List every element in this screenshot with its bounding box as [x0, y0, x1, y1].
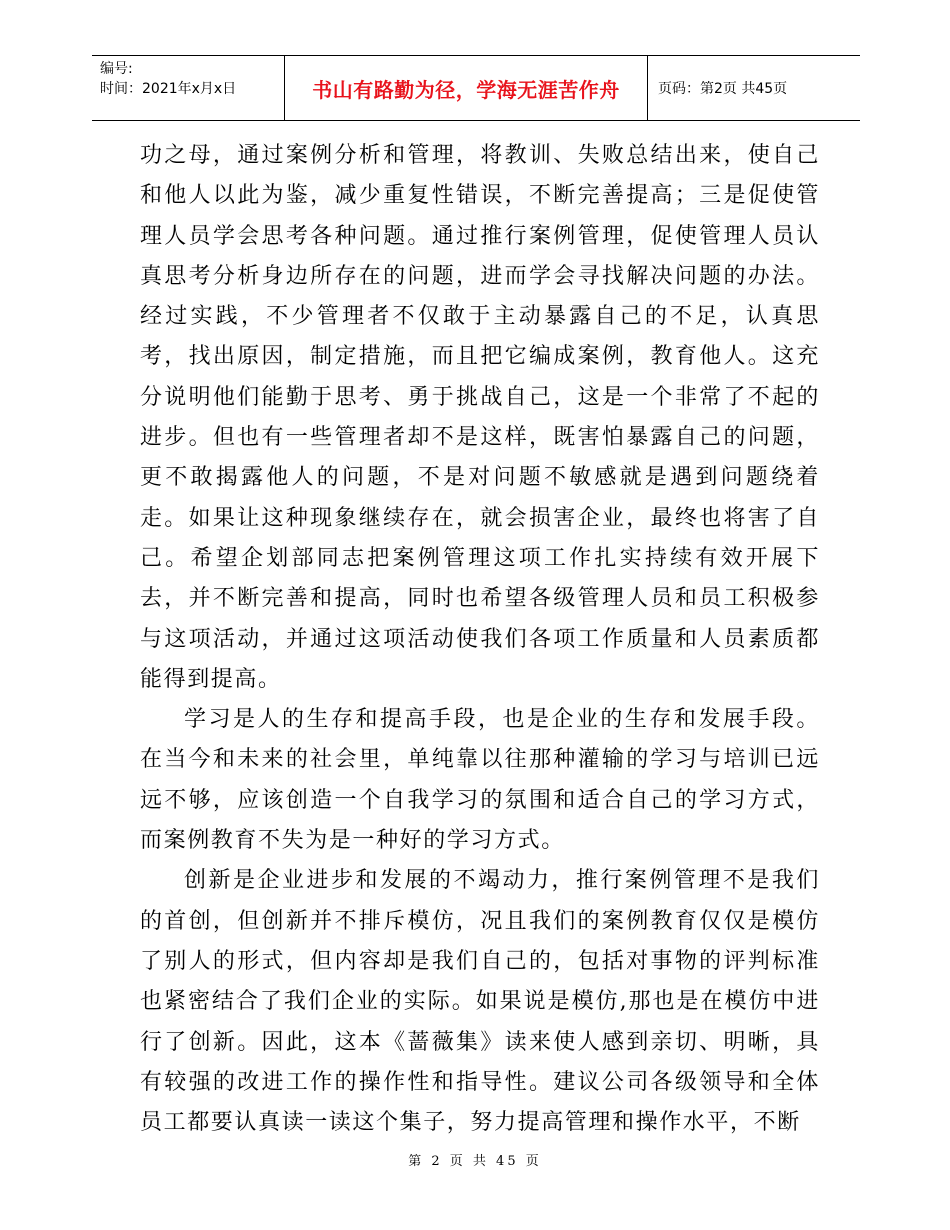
paragraph-learning: 学习是人的生存和提高手段，也是企业的生存和发展手段。在当今和未来的社会里，单纯靠以往那种灌输的学习与培训已远远不够，应该创造一个自我学习的氛围和适合自己的学习方式，而案例教育不失为是一种好的学习方式。: [140, 707, 820, 854]
header-meta-cell: [92, 56, 285, 120]
document-header: [92, 55, 860, 121]
paragraph-continued: 功之母，通过案例分析和管理，将教训、失败总结出来，使自己和他人以此为鉴，减少重复性错误，不断完善提高；三是促使管理人员学会思考各种问题。通过推行案例管理，促使管理人员认真思考分析身边所存在的问题，进而学会寻找解决问题的办法。经过实践，不少管理者不仅敢于主动暴露自己的不足，认真思考，找出原因，制定措施，而且把它编成案例，教育他人。这充分说明他们能勤于思考、勇于挑战自己，这是一个非常了不起的进步。但也有一些管理者却不是这样，既害怕暴露自己的问题，更不敢揭露他人的问题，不是对问题不敏感就是遇到问题绕着走。如果让这种现象继续存在，就会损害企业，最终也将害了自己。希望企划部同志把案例管理这项工作扎实持续有效开展下去，并不断完善和提高，同时也希望各级管理人员和员工积极参与这项活动，并通过这项活动使我们各项工作质量和人员素质都能得到提高。: [140, 143, 820, 692]
document-time-label: 时间：2021年x月x日: [100, 81, 237, 97]
document-number-label: 编号:: [100, 61, 133, 77]
header-motto: 书山有路勤为径，学海无涯苦作舟: [285, 56, 648, 120]
paragraph-innovation: 创新是企业进步和发展的不竭动力，推行案例管理不是我们的首创，但创新并不排斥模仿，况且我们的案例教育仅仅是模仿了别人的形式，但内容却是我们自己的，包括对事物的评判标准也紧密结合了我们企业的实际。如果说是模仿,那也是在模仿中进行了创新。因此，这本《蔷薇集》读来使人感到亲切、明晰，具有较强的改进工作的操作性和指导性。建议公司各级领导和全体员工都要认真读一读这个集子，努力提高管理和操作水平，不断: [140, 868, 820, 1136]
page-footer: 第 2 页 共 45 页: [408, 1154, 542, 1169]
header-page-info: 页码：第2页 共45页: [658, 81, 788, 97]
document-body: [140, 136, 820, 1143]
